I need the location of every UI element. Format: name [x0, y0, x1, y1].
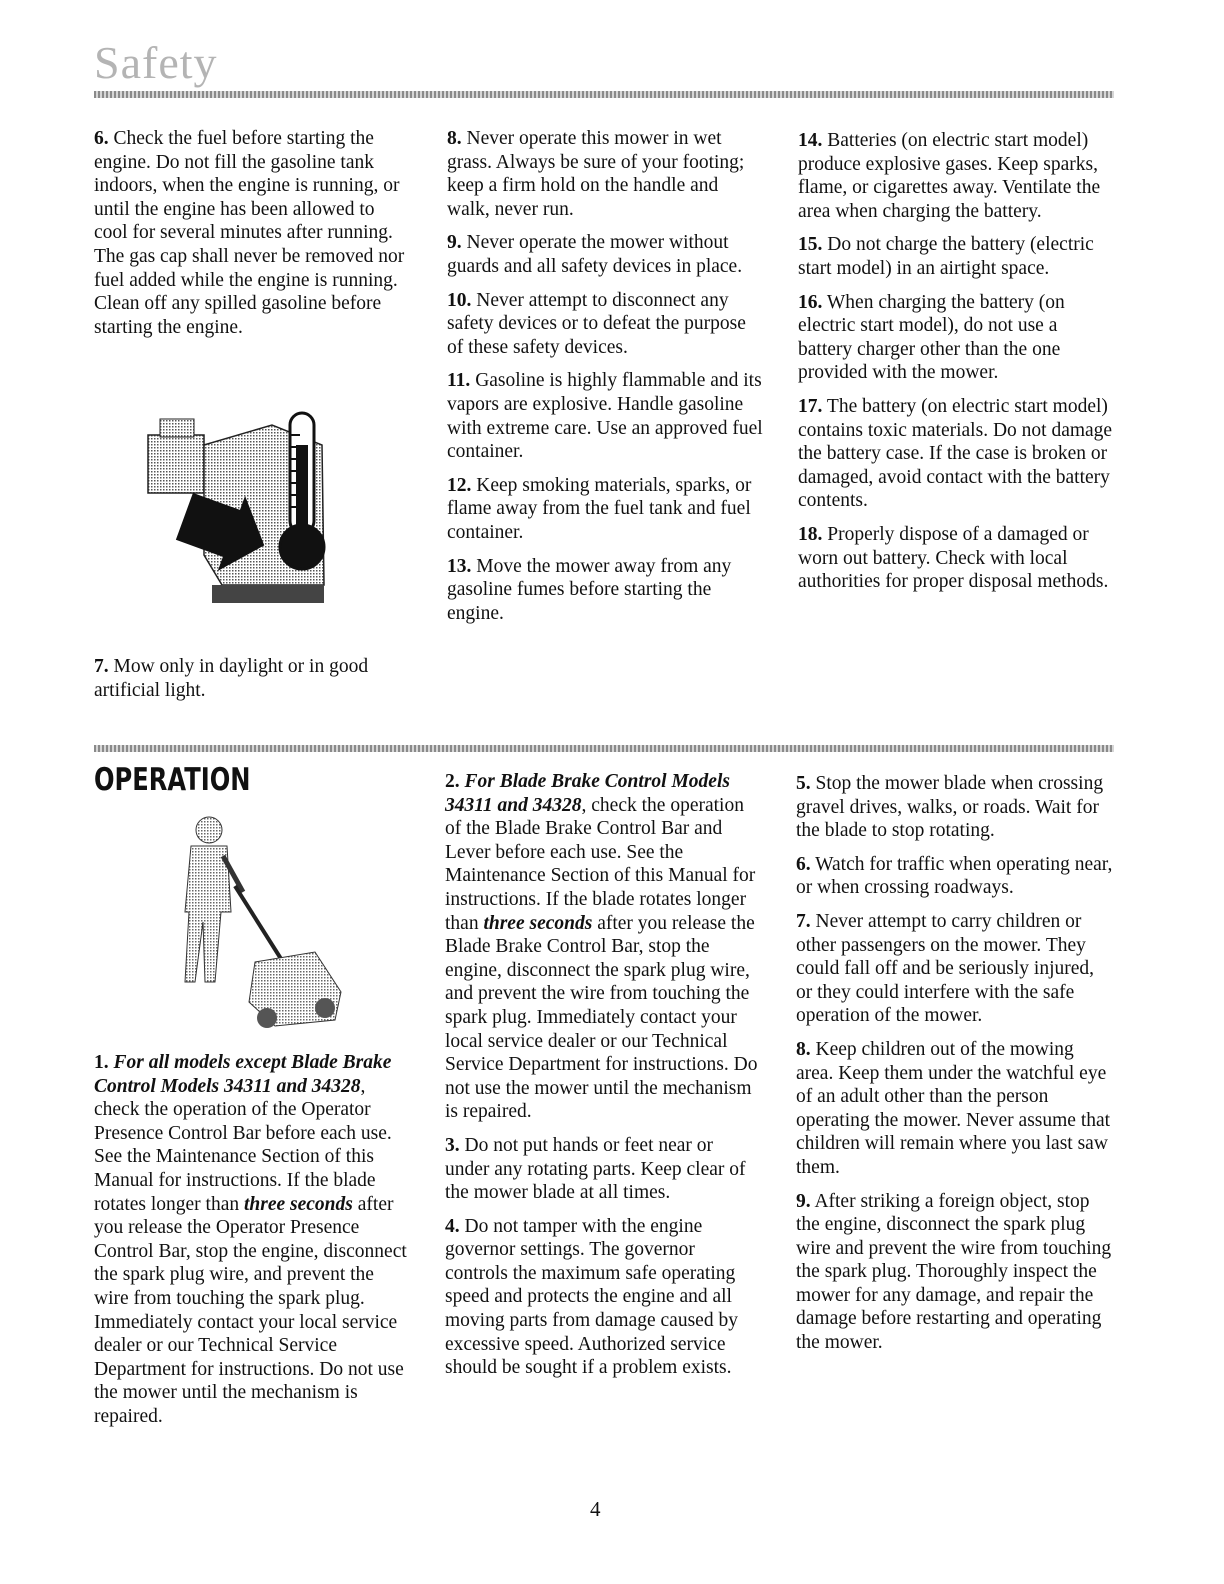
engine-base	[212, 585, 324, 603]
page-number: 4	[590, 1497, 601, 1521]
safety-column-3	[798, 129, 1114, 604]
safety-item: 10. Never attempt to disconnect any safety devices or to defeat the purpose of these safety devices.	[447, 289, 746, 358]
engine-block	[148, 435, 204, 493]
safety-item: 9. Never operate the mower without guards and all safety devices in place.	[447, 232, 743, 277]
mower-handle	[235, 886, 283, 962]
operation-item: 5. Stop the mower blade when crossing gravel drives, walks, or roads. Wait for the blade to stop rotating.	[796, 773, 1104, 842]
safety-item: 11. Gasoline is highly flammable and its vapors are explosive. Handle gasoline with extreme care. Use an approved fuel container.	[447, 370, 763, 463]
operation-column-2	[445, 770, 761, 1390]
safety-item-7: 7. Mow only in daylight or in good artificial light.	[94, 656, 369, 701]
safety-column-1b	[94, 655, 412, 712]
person-head	[196, 817, 222, 843]
safety-item: 17. The battery (on electric start model) contains toxic materials. Do not damage the battery case. If the case is broken or damaged, avoid contact with the battery contents.	[798, 395, 1113, 512]
operation-item: 6. Watch for traffic when operating near, or when crossing roadways.	[796, 853, 1113, 899]
safety-item: 18. Properly dispose of a damaged or worn out battery. Check with local authorities for proper disposal methods.	[798, 523, 1109, 593]
safety-item-6: 6. Check the fuel before starting the engine. Do not fill the gasoline tank indoors, when the engine is running, or until the engine has been allowed to cool for several minutes after running. The gas cap shall never be removed nor fuel added while the engine is running. Clean off any spilled gasoline before starting the engine.	[94, 128, 405, 338]
hot-engine-illustration	[142, 405, 342, 610]
operation-item: 9. After striking a foreign object, stop the engine, disconnect the spark plug wire and prevent the wire from touching the spark plug. Thoroughly inspect the mower for any damage, and repair the damage before restarting and operating the mower.	[796, 1190, 1112, 1354]
page-title: Safety	[94, 37, 218, 88]
operation-column-1	[94, 1051, 412, 1439]
safety-item: 13. Move the mower away from any gasoline fumes before starting the engine.	[447, 555, 732, 624]
safety-item: 14. Batteries (on electric start model) produce explosive gases. Keep sparks, flame, or cigarettes away. Ventilate the area when charging the battery.	[798, 130, 1101, 222]
operation-item-2: 2. For Blade Brake Control Models 34311 and 34328, check the operation of the Blade Brake Control Bar and Lever before each use. See the Maintenance Section of this Manual for instructions. If the blade rotates longer than three seconds after you release the Blade Brake Control Bar, stop the engine, disconnect the spark plug wire, and prevent the wire from touching the spark plug. Immediately contact your local service dealer or our Technical Service Department for instructions. Do not use the mower until the mechanism is repaired.	[445, 771, 758, 1123]
operation-item: 4. Do not tamper with the engine governor settings. The governor controls the maximum safe operating speed and protects the engine and all moving parts from damage caused by excessive speed. Authorized service should be sought if a problem exists.	[445, 1215, 738, 1379]
operation-item: 8. Keep children out of the mowing area. Keep them under the watchful eye of an adult other than the person operating the mower. Never assume that children will remain where you last saw them.	[796, 1038, 1111, 1178]
operation-item-1: 1. For all models except Blade Brake Control Models 34311 and 34328, check the operation of the Operator Presence Control Bar before each use. See the Maintenance Section of this Manual for instructions. If the blade rotates longer than three seconds after you release the Operator Presence Control Bar, stop the engine, disconnect the spark plug wire, and prevent the wire from touching the spark plug. Immediately contact your local service dealer or our Technical Service Department for instructions. Do not use the mower until the mechanism is repaired.	[94, 1052, 407, 1427]
safety-item: 16. When charging the battery (on electric start model), do not use a battery charger other than the one provided with the mower.	[798, 291, 1065, 384]
operation-column-3	[796, 772, 1114, 1365]
operation-item: 3. Do not put hands or feet near or under any rotating parts. Keep clear of the mower blade at all times.	[445, 1134, 746, 1204]
operation-heading: OPERATION	[94, 762, 251, 798]
header-rule	[94, 91, 1114, 98]
section-rule	[94, 745, 1114, 752]
safety-column-2	[447, 127, 763, 635]
operation-item: 7. Never attempt to carry children or other passengers on the mower. They could fall off and be seriously injured, or they could interfere with the safe operation of the mower.	[796, 910, 1095, 1027]
safety-item: 12. Keep smoking materials, sparks, or flame away from the fuel tank and fuel container.	[447, 474, 752, 543]
person-body	[185, 846, 231, 982]
mowing-person-illustration	[165, 812, 345, 1042]
safety-item: 8. Never operate this mower in wet grass. Always be sure of your footing; keep a firm hold on the handle and walk, never run.	[447, 128, 745, 220]
safety-item: 15. Do not charge the battery (electric start model) in an airtight space.	[798, 234, 1094, 279]
safety-column-1	[94, 127, 412, 349]
